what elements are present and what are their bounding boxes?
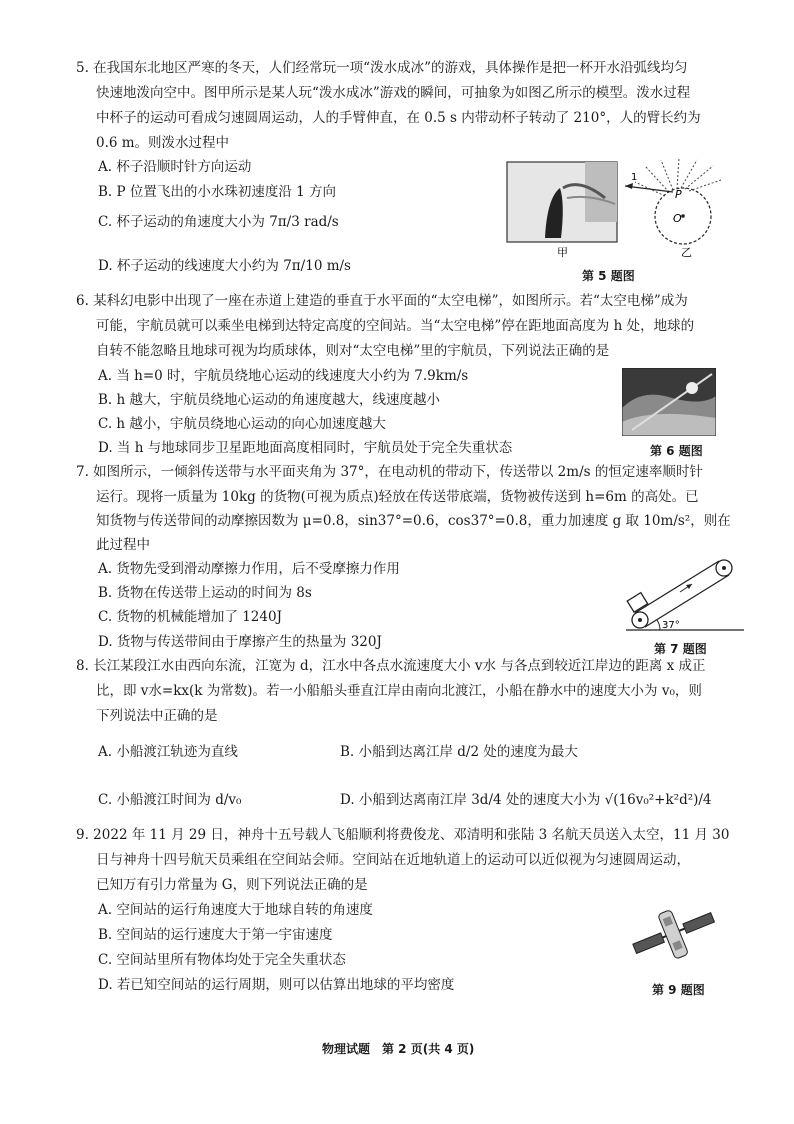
q6-option-d: D. 当 h 与地球同步卫星距地面高度相同时，宇航员处于完全失重状态 [98, 440, 513, 456]
q7-caption: 第 7 题图 [654, 642, 707, 656]
q9-caption: 第 9 题图 [652, 983, 705, 997]
q6-option-c: C. h 越小，宇航员绕地心运动的向心加速度越大 [98, 416, 386, 432]
q7-stem-line: 7. 如图所示，一倾斜传送带与水平面夹角为 37°，在电动机的带动下，传送带以 2m/s 的恒定速率顺时针 [76, 464, 703, 480]
q9-stem-line: 已知万有引力常量为 G，则下列说法正确的是 [96, 877, 368, 893]
q9-option-c: C. 空间站里所有物体均处于完全失重状态 [98, 952, 346, 968]
q8-option-c: C. 小船渡江时间为 d/v₀ [98, 792, 242, 808]
q5-stem-line: 5. 在我国东北地区严寒的冬天，人们经常玩一项“泼水成冰”的游戏，具体操作是把一杯开水沿弧线均匀 [76, 60, 688, 76]
q7-conveyor-diagram [626, 556, 744, 636]
q8-stem-line: 8. 长江某段江水由西向东流，江宽为 d，江水中各点水流速度大小 v水 与各点到较近江岸边的距离 x 成正 [76, 658, 706, 674]
q9-option-d: D. 若已知空间站的运行周期，则可以估算出地球的平均密度 [98, 977, 455, 993]
q8-option-d: D. 小船到达离南江岸 3d/4 处的速度大小为 √(16v₀²+k²d²)/4 [340, 792, 712, 808]
q7-option-a: A. 货物先受到滑动摩擦力作用，后不受摩擦力作用 [98, 561, 400, 577]
q5-figure [505, 158, 725, 260]
q7-stem-line: 此过程中 [96, 537, 150, 553]
q8-stem-line: 下列说法中正确的是 [96, 708, 218, 724]
q9-option-b: B. 空间站的运行速度大于第一宇宙速度 [98, 927, 333, 943]
q9-option-a: A. 空间站的运行角速度大于地球自转的角速度 [98, 902, 373, 918]
q8-option-a: A. 小船渡江轨迹为直线 [98, 744, 238, 760]
q5-fig-label-p: P [675, 188, 682, 201]
q7-angle-label: 37° [662, 620, 680, 631]
q5-fig-label-jia: 甲 [557, 246, 568, 259]
q7-option-d: D. 货物与传送带间由于摩擦产生的热量为 320J [98, 634, 382, 650]
q6-stem-line: 可能，宇航员就可以乘坐电梯到达特定高度的空间站。当“太空电梯”停在距地面高度为 h 处，地球的 [96, 318, 695, 334]
q5-stem-line: 0.6 m。则泼水过程中 [96, 135, 230, 151]
q9-stem-line: 9. 2022 年 11 月 29 日，神舟十五号载人飞船顺利将费俊龙、邓清明和张陆 3 名航天员送入太空，11 月 30 [76, 827, 730, 843]
q6-option-a: A. 当 h=0 时，宇航员绕地心运动的线速度大小约为 7.9km/s [98, 368, 469, 384]
q7-option-c: C. 货物的机械能增加了 1240J [98, 609, 282, 625]
q5-caption: 第 5 题图 [582, 269, 635, 283]
q5-option-b: B. P 位置飞出的小水珠初速度沿 1 方向 [98, 184, 337, 200]
q5-fig-label-yi: 乙 [681, 246, 692, 259]
q8-stem-line: 比，即 v水=kx(k 为常数)。若一小船船头垂直江岸由南向北渡江，小船在静水中的速度大小为 v₀，则 [96, 683, 702, 699]
page-footer: 物理试题 第 2 页(共 4 页) [322, 1042, 475, 1056]
q6-option-b: B. h 越大，宇航员绕地心运动的角速度越大，线速度越小 [98, 392, 440, 408]
q9-space-station-image [632, 902, 716, 966]
q5-option-a: A. 杯子沿顺时针方向运动 [98, 159, 252, 175]
q8-option-b: B. 小船到达离江岸 d/2 处的速度为最大 [340, 744, 578, 760]
q7-stem-line: 知货物与传送带间的动摩擦因数为 μ=0.8，sin37°=0.6，cos37°=0.8，重力加速度 g 取 10m/s²，则在 [96, 513, 731, 529]
q5-fig-label-o: O [673, 212, 682, 225]
q5-option-c: C. 杯子运动的角速度大小为 7π/3 rad/s [98, 214, 339, 230]
q6-stem-line: 自转不能忽略且地球可视为均质球体，则对“太空电梯”里的宇航员，下列说法正确的是 [96, 343, 610, 359]
q5-stem-line: 快速地泼向空中。图甲所示是某人玩“泼水成冰”游戏的瞬间，可抽象为如图乙所示的模型。泼水过程 [96, 85, 691, 101]
q5-option-d: D. 杯子运动的线速度大小约为 7π/10 m/s [98, 258, 351, 274]
q6-stem-line: 6. 某科幻电影中出现了一座在赤道上建造的垂直于水平面的“太空电梯”，如图所示。若“太空电梯”成为 [76, 293, 688, 309]
q5-stem-line: 中杯子的运动可看成匀速圆周运动，人的手臂伸直，在 0.5 s 内带动杯子转动了 210°，人的臂长约为 [96, 110, 701, 126]
q5-fig-label-1: 1 [631, 172, 638, 183]
q7-option-b: B. 货物在传送带上运动的时间为 8s [98, 585, 312, 601]
q6-space-elevator-photo [622, 368, 716, 436]
q7-stem-line: 运行。现将一质量为 10kg 的货物(可视为质点)轻放在传送带底端，货物被传送到 h=6m 的高处。已 [96, 489, 699, 505]
q6-caption: 第 6 题图 [650, 444, 703, 458]
q9-stem-line: 日与神舟十四号航天员乘组在空间站会师。空间站在近地轨道上的运动可以近似视为匀速圆周运动， [96, 852, 690, 868]
